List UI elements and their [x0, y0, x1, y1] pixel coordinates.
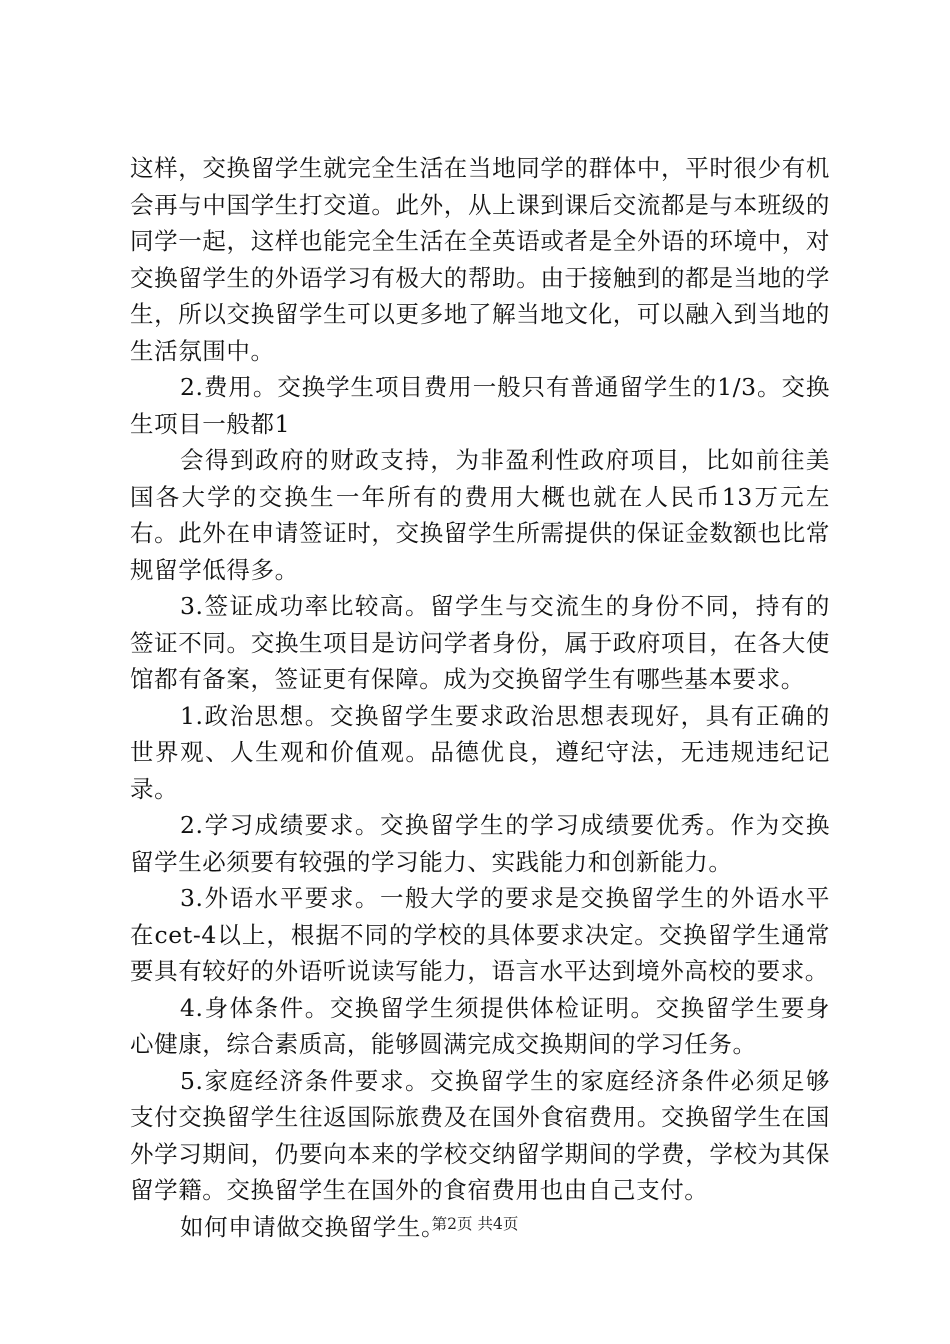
paragraph-requirement-politics: 1.政治思想。交换留学生要求政治思想表现好，具有正确的世界观、人生观和价值观。品德优良，遵纪守法，无违规违纪记录。: [130, 701, 830, 803]
paragraph-intro-continuation: 这样，交换留学生就完全生活在当地同学的群体中，平时很少有机会再与中国学生打交道。此外，从上课到课后交流都是与本班级的同学一起，这样也能完全生活在全英语或者是全外语的环境中，对交换留学生的外语学习有极大的帮助。由于接触到的都是当地的学生，所以交换留学生可以更多地了解当地文化，可以融入到当地的生活氛围中。: [130, 154, 830, 365]
paragraph-requirement-health: 4.身体条件。交换留学生须提供体检证明。交换留学生要身心健康，综合素质高，能够圆满完成交换期间的学习任务。: [130, 993, 830, 1058]
paragraph-requirement-language: 3.外语水平要求。一般大学的要求是交换留学生的外语水平在cet-4以上，根据不同的学校的具体要求决定。交换留学生通常要具有较好的外语听说读写能力，语言水平达到境外高校的要求。: [130, 884, 830, 985]
paragraph-how-to-apply: 如何申请做交换留学生。: [180, 1212, 446, 1241]
paragraph-visa: 3.签证成功率比较高。留学生与交流生的身份不同，持有的签证不同。交换生项目是访问学者身份，属于政府项目，在各大使馆都有备案，签证更有保障。成为交换留学生有哪些基本要求。: [130, 592, 830, 693]
paragraph-requirement-grades: 2.学习成绩要求。交换留学生的学习成绩要优秀。作为交换留学生必须要有较强的学习能力、实践能力和创新能力。: [130, 811, 830, 876]
paragraph-cost: 2.费用。交换学生项目费用一般只有普通留学生的1/3。交换生项目一般都1: [130, 373, 830, 438]
document-body: [130, 150, 830, 1245]
paragraph-requirement-finance: 5.家庭经济条件要求。交换留学生的家庭经济条件必须足够支付交换留学生往返国际旅费及在国外食宿费用。交换留学生在国外学习期间，仍要向本来的学校交纳留学期间的学费，学校为其保留学籍。交换留学生在国外的食宿费用也由自己支付。: [130, 1066, 830, 1204]
paragraph-cost-continued: 会得到政府的财政支持，为非盈利性政府项目，比如前往美国各大学的交换生一年所有的费用大概也就在人民币13万元左右。此外在申请签证时，交换留学生所需提供的保证金数额也比常规留学低得多。: [130, 446, 830, 584]
page-number-footer: 第2页 共4页: [431, 1215, 519, 1233]
